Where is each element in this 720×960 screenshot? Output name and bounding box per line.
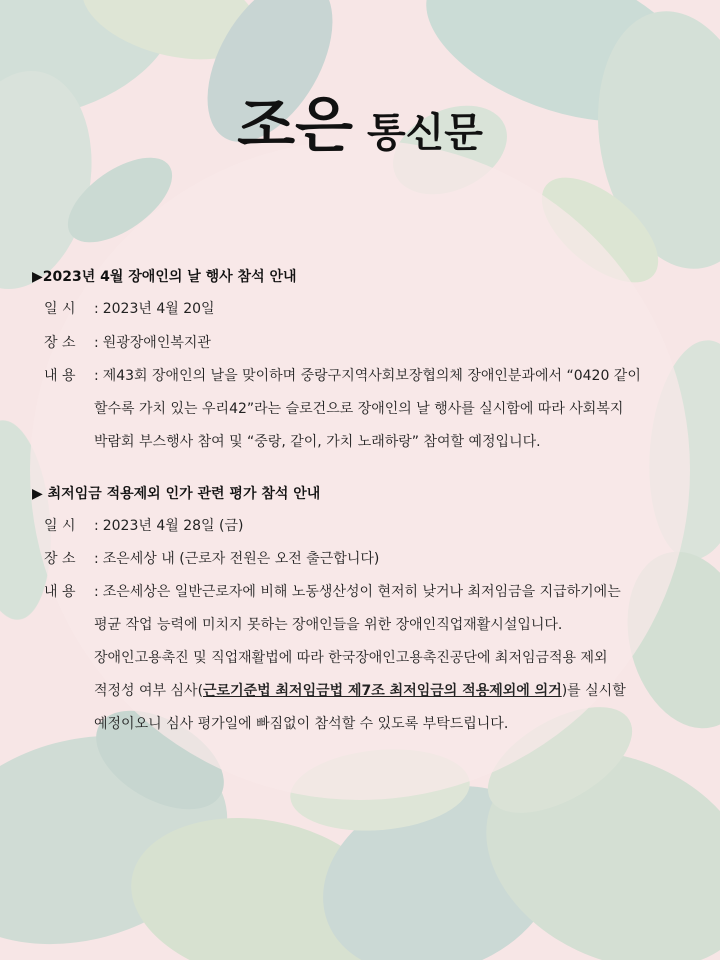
- content-label: 내 용: [44, 368, 76, 384]
- page-title: [0, 78, 720, 164]
- content-line: 박람회 부스행사 참여 및 “중랑, 같이, 가치 노래하랑” 참여할 예정입니다.: [94, 434, 541, 450]
- line4-pre: 적정성 여부 심사(: [94, 683, 204, 699]
- content-line: 조은세상은 일반근로자에 비해 노동생산성이 현저히 낮거나 최저임금을 지급하기에는: [102, 584, 621, 600]
- content-line: 할수록 가치 있는 우리42”라는 슬로건으로 장애인의 날 행사를 실시함에 따라 사회복지: [94, 401, 624, 417]
- law-reference: 근로기준법 최저임금법 제7조 최저임금의 적용제외에 의거: [203, 683, 562, 699]
- content-label: 내 용: [44, 584, 76, 600]
- section-1-heading: ▶2023년 4월 장애인의 날 행사 참석 안내: [32, 269, 297, 285]
- title-sub: 통신문: [367, 110, 483, 156]
- place-value: 원광장애인복지관: [102, 335, 211, 351]
- content-line: 평균 작업 능력에 미치지 못하는 장애인들을 위한 장애인직업재활시설입니다.: [94, 617, 563, 633]
- content-line-emphasis: [94, 680, 626, 700]
- date-value: 2023년 4월 20일: [102, 301, 215, 317]
- section-2-content: 내 용 : 조은세상은 일반근로자에 비해 노동생산성이 현저히 낮거나 최저임금을 지급하기에는: [44, 581, 621, 601]
- section-1-content: 내 용 : 제43회 장애인의 날을 맞이하며 중랑구지역사회보장협의체 장애인분과에서 “0420 같이: [44, 365, 641, 385]
- section-2-place: 장 소 : 조은세상 내 (근로자 전원은 오전 출근합니다): [44, 548, 379, 568]
- content-line: 예정이오니 심사 평가일에 빠짐없이 참석할 수 있도록 부탁드립니다.: [94, 716, 509, 732]
- date-label: 일 시: [44, 518, 76, 534]
- line4-post: )를 실시할: [561, 683, 626, 699]
- section-1-place: 장 소 : 원광장애인복지관: [44, 332, 211, 352]
- content-line: 장애인고용촉진 및 직업재활법에 따라 한국장애인고용촉진공단에 최저임금적용 제외: [94, 650, 608, 666]
- title-main: 조은: [237, 91, 353, 161]
- section-2-heading: ▶ 최저임금 적용제외 인가 관련 평가 참석 안내: [32, 486, 321, 502]
- place-label: 장 소: [44, 335, 76, 351]
- place-label: 장 소: [44, 551, 76, 567]
- place-value: 조은세상 내 (근로자 전원은 오전 출근합니다): [102, 551, 380, 567]
- date-label: 일 시: [44, 301, 76, 317]
- section-2-date: 일 시 : 2023년 4월 28일 (금): [44, 515, 243, 535]
- content-line: 제43회 장애인의 날을 맞이하며 중랑구지역사회보장협의체 장애인분과에서 “0420 같이: [102, 368, 641, 384]
- date-value: 2023년 4월 28일 (금): [102, 518, 244, 534]
- section-1-date: 일 시 : 2023년 4월 20일: [44, 298, 215, 318]
